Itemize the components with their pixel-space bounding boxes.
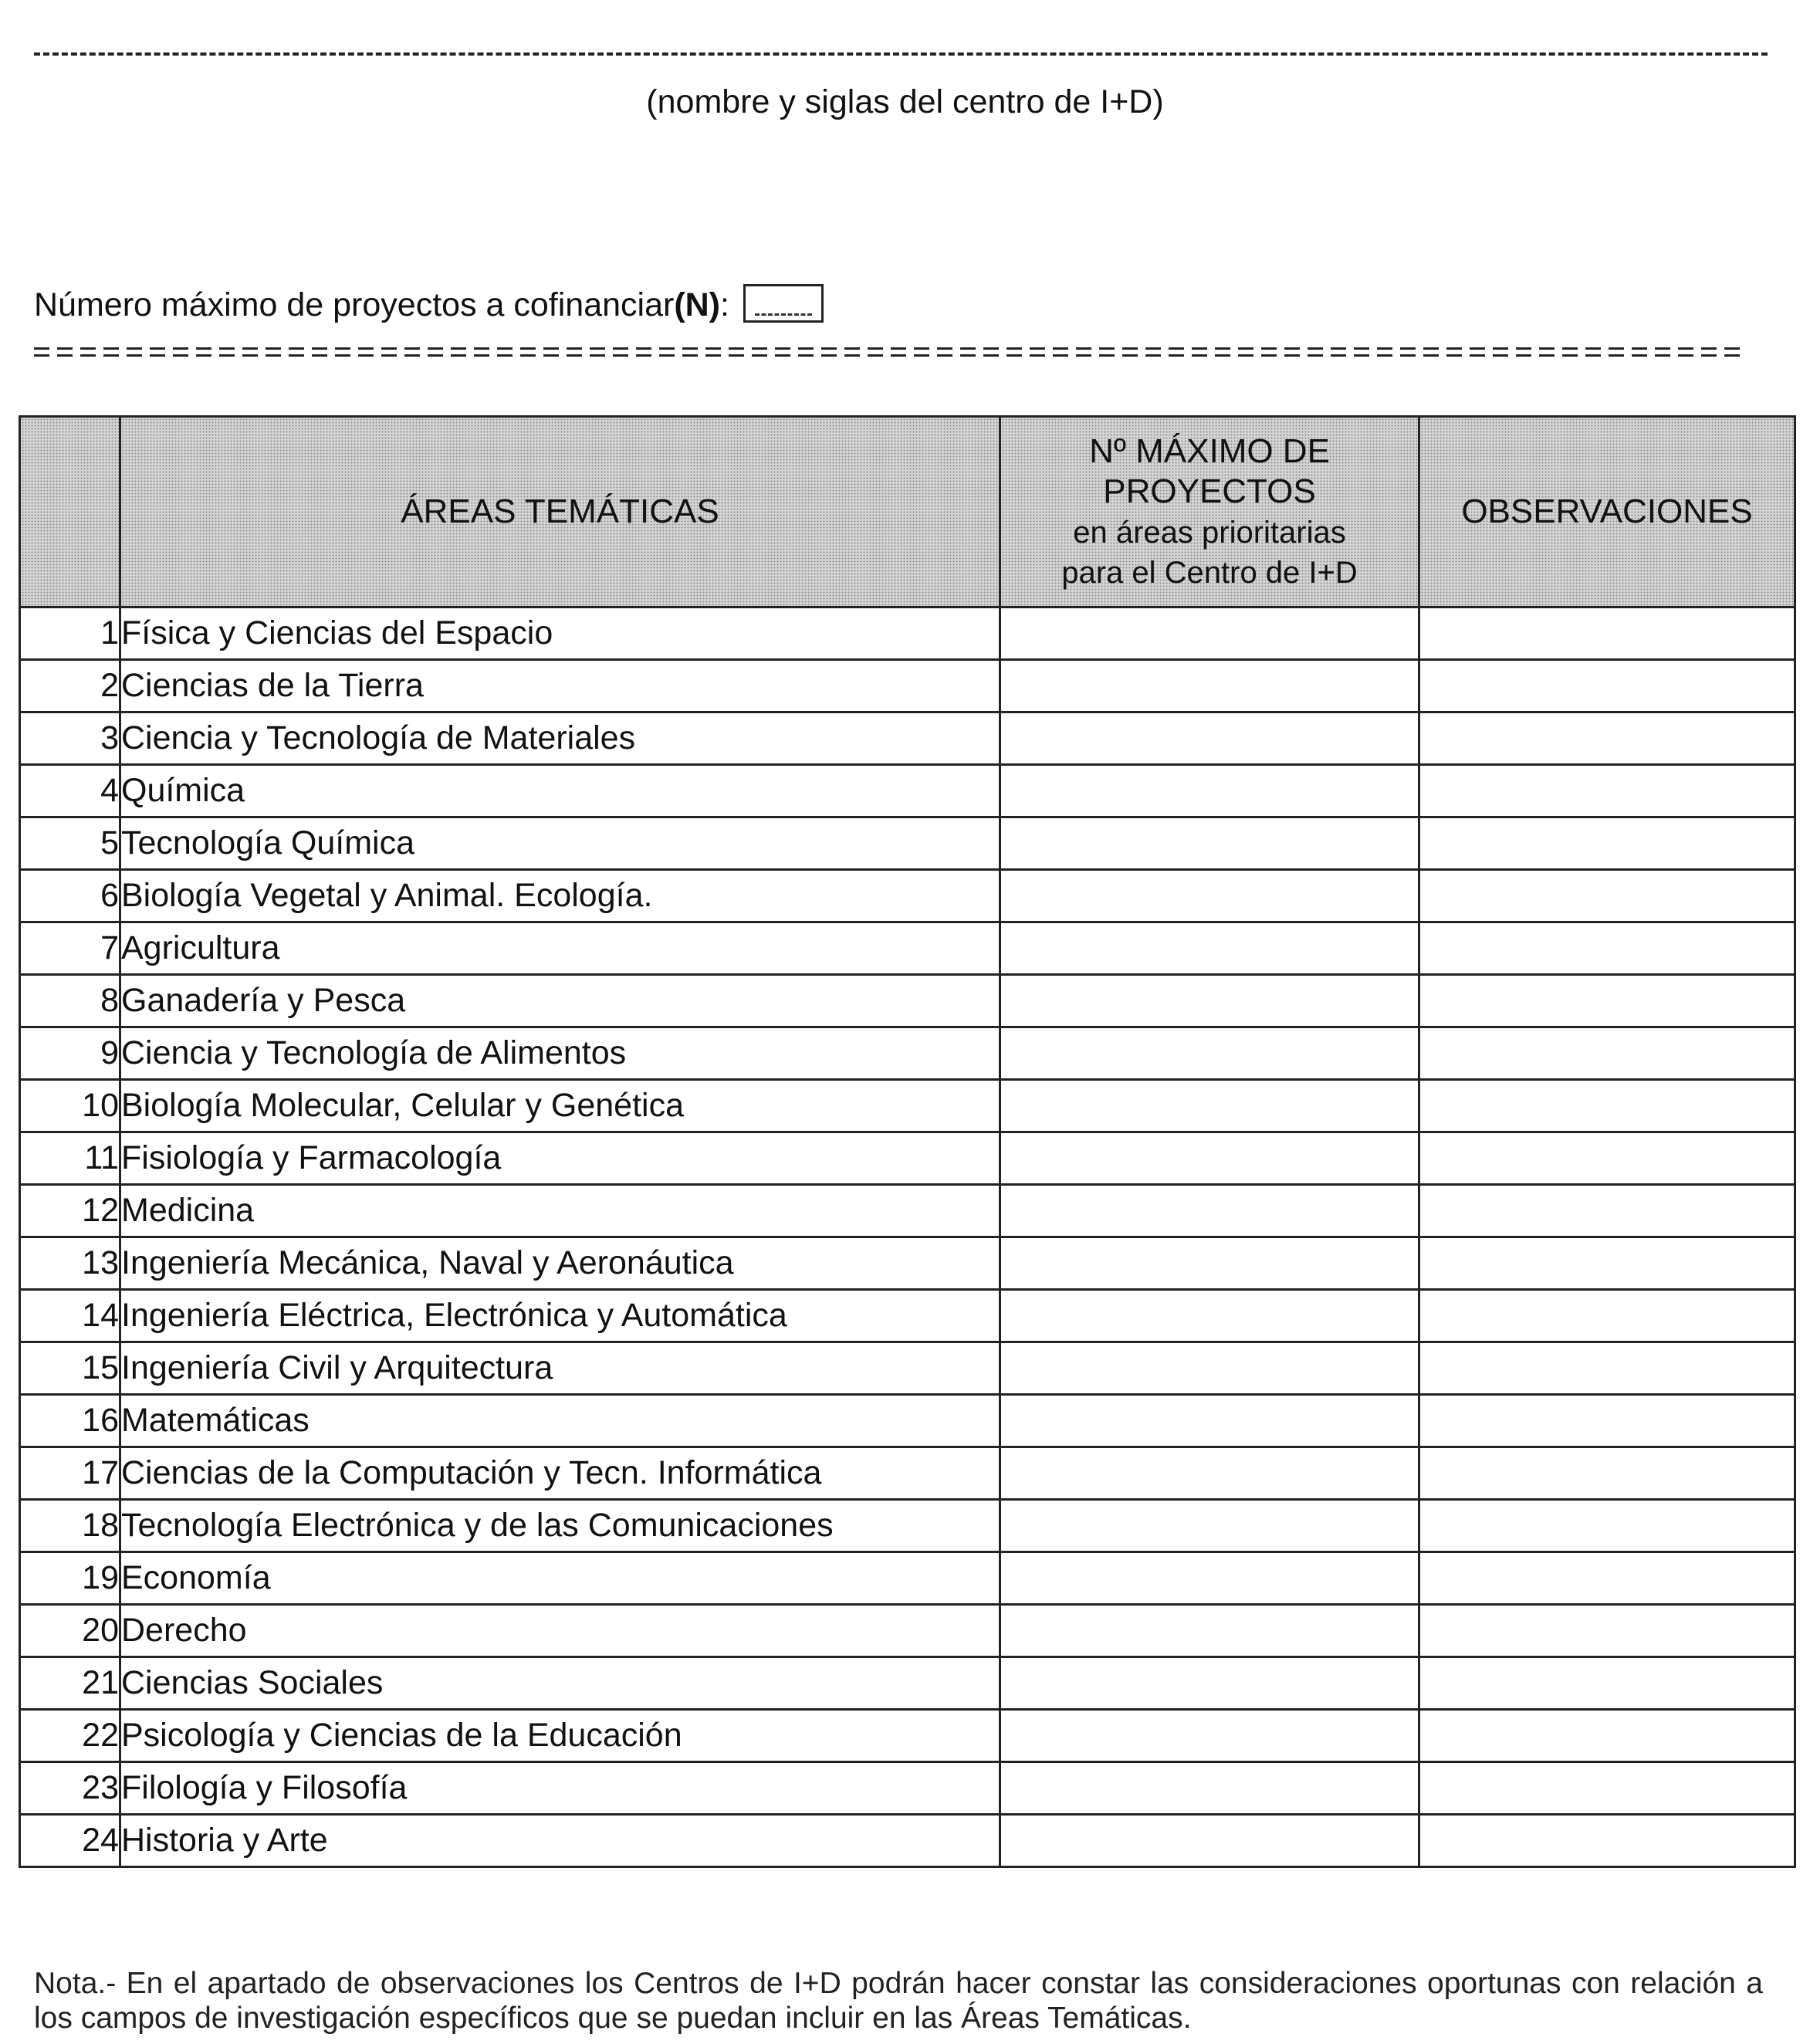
area-name: Química bbox=[120, 765, 1000, 817]
observations-cell[interactable] bbox=[1419, 1657, 1795, 1710]
header-max-projects-line1: Nº MÁXIMO DE bbox=[1089, 432, 1330, 471]
table-row bbox=[20, 1710, 1795, 1762]
row-number: 24 bbox=[20, 1815, 120, 1867]
area-name: Ciencias de la Computación y Tecn. Informática bbox=[120, 1447, 1000, 1500]
table-row bbox=[20, 1395, 1795, 1447]
area-name: Matemáticas bbox=[120, 1395, 1000, 1447]
max-projects-cell[interactable] bbox=[1000, 1447, 1419, 1500]
max-projects-input-box[interactable] bbox=[743, 284, 824, 323]
table-header-row bbox=[20, 417, 1795, 607]
table-row bbox=[20, 1605, 1795, 1657]
max-projects-cell[interactable] bbox=[1000, 1500, 1419, 1552]
area-name: Economía bbox=[120, 1552, 1000, 1605]
max-projects-cell[interactable] bbox=[1000, 1132, 1419, 1185]
row-number: 20 bbox=[20, 1605, 120, 1657]
observations-cell[interactable] bbox=[1419, 817, 1795, 870]
area-name: Fisiología y Farmacología bbox=[120, 1132, 1000, 1185]
max-projects-cell[interactable] bbox=[1000, 817, 1419, 870]
row-number: 17 bbox=[20, 1447, 120, 1500]
area-name: Ciencias Sociales bbox=[120, 1657, 1000, 1710]
max-projects-cell[interactable] bbox=[1000, 765, 1419, 817]
row-number: 22 bbox=[20, 1710, 120, 1762]
max-projects-cell[interactable] bbox=[1000, 975, 1419, 1027]
table-row bbox=[20, 1552, 1795, 1605]
max-projects-cell[interactable] bbox=[1000, 1027, 1419, 1080]
header-max-projects-line4: para el Centro de I+D bbox=[1061, 555, 1358, 590]
double-dashed-separator bbox=[34, 347, 1747, 357]
max-projects-cell[interactable] bbox=[1000, 1237, 1419, 1290]
table-row bbox=[20, 712, 1795, 765]
row-number: 1 bbox=[20, 607, 120, 660]
table-row bbox=[20, 1132, 1795, 1185]
area-name: Ciencia y Tecnología de Alimentos bbox=[120, 1027, 1000, 1080]
max-projects-cell[interactable] bbox=[1000, 1342, 1419, 1395]
observations-cell[interactable] bbox=[1419, 660, 1795, 712]
area-name: Psicología y Ciencias de la Educación bbox=[120, 1710, 1000, 1762]
table-row bbox=[20, 1185, 1795, 1237]
table-row bbox=[20, 870, 1795, 922]
row-number: 6 bbox=[20, 870, 120, 922]
area-name: Historia y Arte bbox=[120, 1815, 1000, 1867]
max-projects-line bbox=[34, 286, 824, 324]
area-name: Física y Ciencias del Espacio bbox=[120, 607, 1000, 660]
area-name: Ciencia y Tecnología de Materiales bbox=[120, 712, 1000, 765]
observations-cell[interactable] bbox=[1419, 922, 1795, 975]
max-projects-cell[interactable] bbox=[1000, 607, 1419, 660]
table-body bbox=[20, 607, 1795, 1867]
observations-cell[interactable] bbox=[1419, 975, 1795, 1027]
table-row bbox=[20, 817, 1795, 870]
row-number: 11 bbox=[20, 1132, 120, 1185]
row-number: 16 bbox=[20, 1395, 120, 1447]
observations-cell[interactable] bbox=[1419, 1605, 1795, 1657]
area-name: Tecnología Química bbox=[120, 817, 1000, 870]
observations-cell[interactable] bbox=[1419, 1815, 1795, 1867]
area-name: Filología y Filosofía bbox=[120, 1762, 1000, 1815]
row-number: 10 bbox=[20, 1080, 120, 1132]
area-name: Ganadería y Pesca bbox=[120, 975, 1000, 1027]
row-number: 21 bbox=[20, 1657, 120, 1710]
observations-cell[interactable] bbox=[1419, 1552, 1795, 1605]
row-number: 5 bbox=[20, 817, 120, 870]
max-projects-symbol: (N) bbox=[674, 286, 721, 323]
max-projects-cell[interactable] bbox=[1000, 1762, 1419, 1815]
max-projects-label: Número máximo de proyectos a cofinanciar bbox=[34, 286, 675, 323]
area-name: Agricultura bbox=[120, 922, 1000, 975]
observations-cell[interactable] bbox=[1419, 1080, 1795, 1132]
observations-cell[interactable] bbox=[1419, 1342, 1795, 1395]
table-row bbox=[20, 607, 1795, 660]
row-number: 23 bbox=[20, 1762, 120, 1815]
table-row bbox=[20, 1815, 1795, 1867]
header-number-cell bbox=[20, 417, 120, 607]
area-name: Biología Vegetal y Animal. Ecología. bbox=[120, 870, 1000, 922]
observations-cell[interactable] bbox=[1419, 1132, 1795, 1185]
table-row bbox=[20, 1290, 1795, 1342]
thematic-areas-table bbox=[19, 415, 1796, 1868]
table-row bbox=[20, 765, 1795, 817]
observations-cell[interactable] bbox=[1419, 1185, 1795, 1237]
table-row bbox=[20, 975, 1795, 1027]
max-projects-cell[interactable] bbox=[1000, 1657, 1419, 1710]
max-projects-cell[interactable] bbox=[1000, 1395, 1419, 1447]
max-projects-cell[interactable] bbox=[1000, 1605, 1419, 1657]
table-row bbox=[20, 1500, 1795, 1552]
max-projects-cell[interactable] bbox=[1000, 1815, 1419, 1867]
area-name: Tecnología Electrónica y de las Comunicaciones bbox=[120, 1500, 1000, 1552]
center-name-dashed-line bbox=[34, 52, 1768, 56]
row-number: 15 bbox=[20, 1342, 120, 1395]
area-name: Ingeniería Civil y Arquitectura bbox=[120, 1342, 1000, 1395]
observations-cell[interactable] bbox=[1419, 1237, 1795, 1290]
table-row bbox=[20, 660, 1795, 712]
header-max-projects bbox=[1000, 417, 1419, 607]
row-number: 7 bbox=[20, 922, 120, 975]
row-number: 4 bbox=[20, 765, 120, 817]
table-row bbox=[20, 922, 1795, 975]
area-name: Medicina bbox=[120, 1185, 1000, 1237]
observations-cell[interactable] bbox=[1419, 607, 1795, 660]
row-number: 9 bbox=[20, 1027, 120, 1080]
row-number: 12 bbox=[20, 1185, 120, 1237]
observations-cell[interactable] bbox=[1419, 1447, 1795, 1500]
area-name: Ciencias de la Tierra bbox=[120, 660, 1000, 712]
row-number: 18 bbox=[20, 1500, 120, 1552]
max-projects-cell[interactable] bbox=[1000, 922, 1419, 975]
header-max-projects-line3: en áreas prioritarias bbox=[1073, 516, 1346, 550]
row-number: 19 bbox=[20, 1552, 120, 1605]
area-name: Ingeniería Eléctrica, Electrónica y Automática bbox=[120, 1290, 1000, 1342]
row-number: 8 bbox=[20, 975, 120, 1027]
table-row bbox=[20, 1080, 1795, 1132]
observations-cell[interactable] bbox=[1419, 1290, 1795, 1342]
observations-cell[interactable] bbox=[1419, 1762, 1795, 1815]
table-row bbox=[20, 1027, 1795, 1080]
header-max-projects-line2: PROYECTOS bbox=[1103, 472, 1316, 511]
observations-cell[interactable] bbox=[1419, 1395, 1795, 1447]
max-projects-cell[interactable] bbox=[1000, 1185, 1419, 1237]
observations-cell[interactable] bbox=[1419, 1710, 1795, 1762]
table-row bbox=[20, 1447, 1795, 1500]
observations-cell[interactable] bbox=[1419, 712, 1795, 765]
area-name: Ingeniería Mecánica, Naval y Aeronáutica bbox=[120, 1237, 1000, 1290]
table-row bbox=[20, 1237, 1795, 1290]
max-projects-colon: : bbox=[720, 286, 729, 323]
observations-cell[interactable] bbox=[1419, 1027, 1795, 1080]
row-number: 13 bbox=[20, 1237, 120, 1290]
table-row bbox=[20, 1657, 1795, 1710]
row-number: 2 bbox=[20, 660, 120, 712]
table-row bbox=[20, 1342, 1795, 1395]
max-projects-cell[interactable] bbox=[1000, 1290, 1419, 1342]
observations-cell[interactable] bbox=[1419, 870, 1795, 922]
max-projects-cell[interactable] bbox=[1000, 870, 1419, 922]
area-name: Biología Molecular, Celular y Genética bbox=[120, 1080, 1000, 1132]
max-projects-cell[interactable] bbox=[1000, 1080, 1419, 1132]
max-projects-cell[interactable] bbox=[1000, 1552, 1419, 1605]
header-areas: ÁREAS TEMÁTICAS bbox=[120, 417, 1000, 607]
max-projects-cell[interactable] bbox=[1000, 1710, 1419, 1762]
header-observations: OBSERVACIONES bbox=[1419, 417, 1795, 607]
row-number: 3 bbox=[20, 712, 120, 765]
area-name: Derecho bbox=[120, 1605, 1000, 1657]
observations-cell[interactable] bbox=[1419, 1500, 1795, 1552]
center-name-caption: (nombre y siglas del centro de I+D) bbox=[646, 83, 1164, 120]
footnote: Nota.- En el apartado de observaciones los Centros de I+D podrán hacer constar las consideraciones oportunas con relación a los campos de investigación específicos que se puedan incluir en las Áreas Temáticas. bbox=[34, 1967, 1763, 2035]
table-row bbox=[20, 1762, 1795, 1815]
row-number: 14 bbox=[20, 1290, 120, 1342]
observations-cell[interactable] bbox=[1419, 765, 1795, 817]
max-projects-cell[interactable] bbox=[1000, 712, 1419, 765]
max-projects-cell[interactable] bbox=[1000, 660, 1419, 712]
